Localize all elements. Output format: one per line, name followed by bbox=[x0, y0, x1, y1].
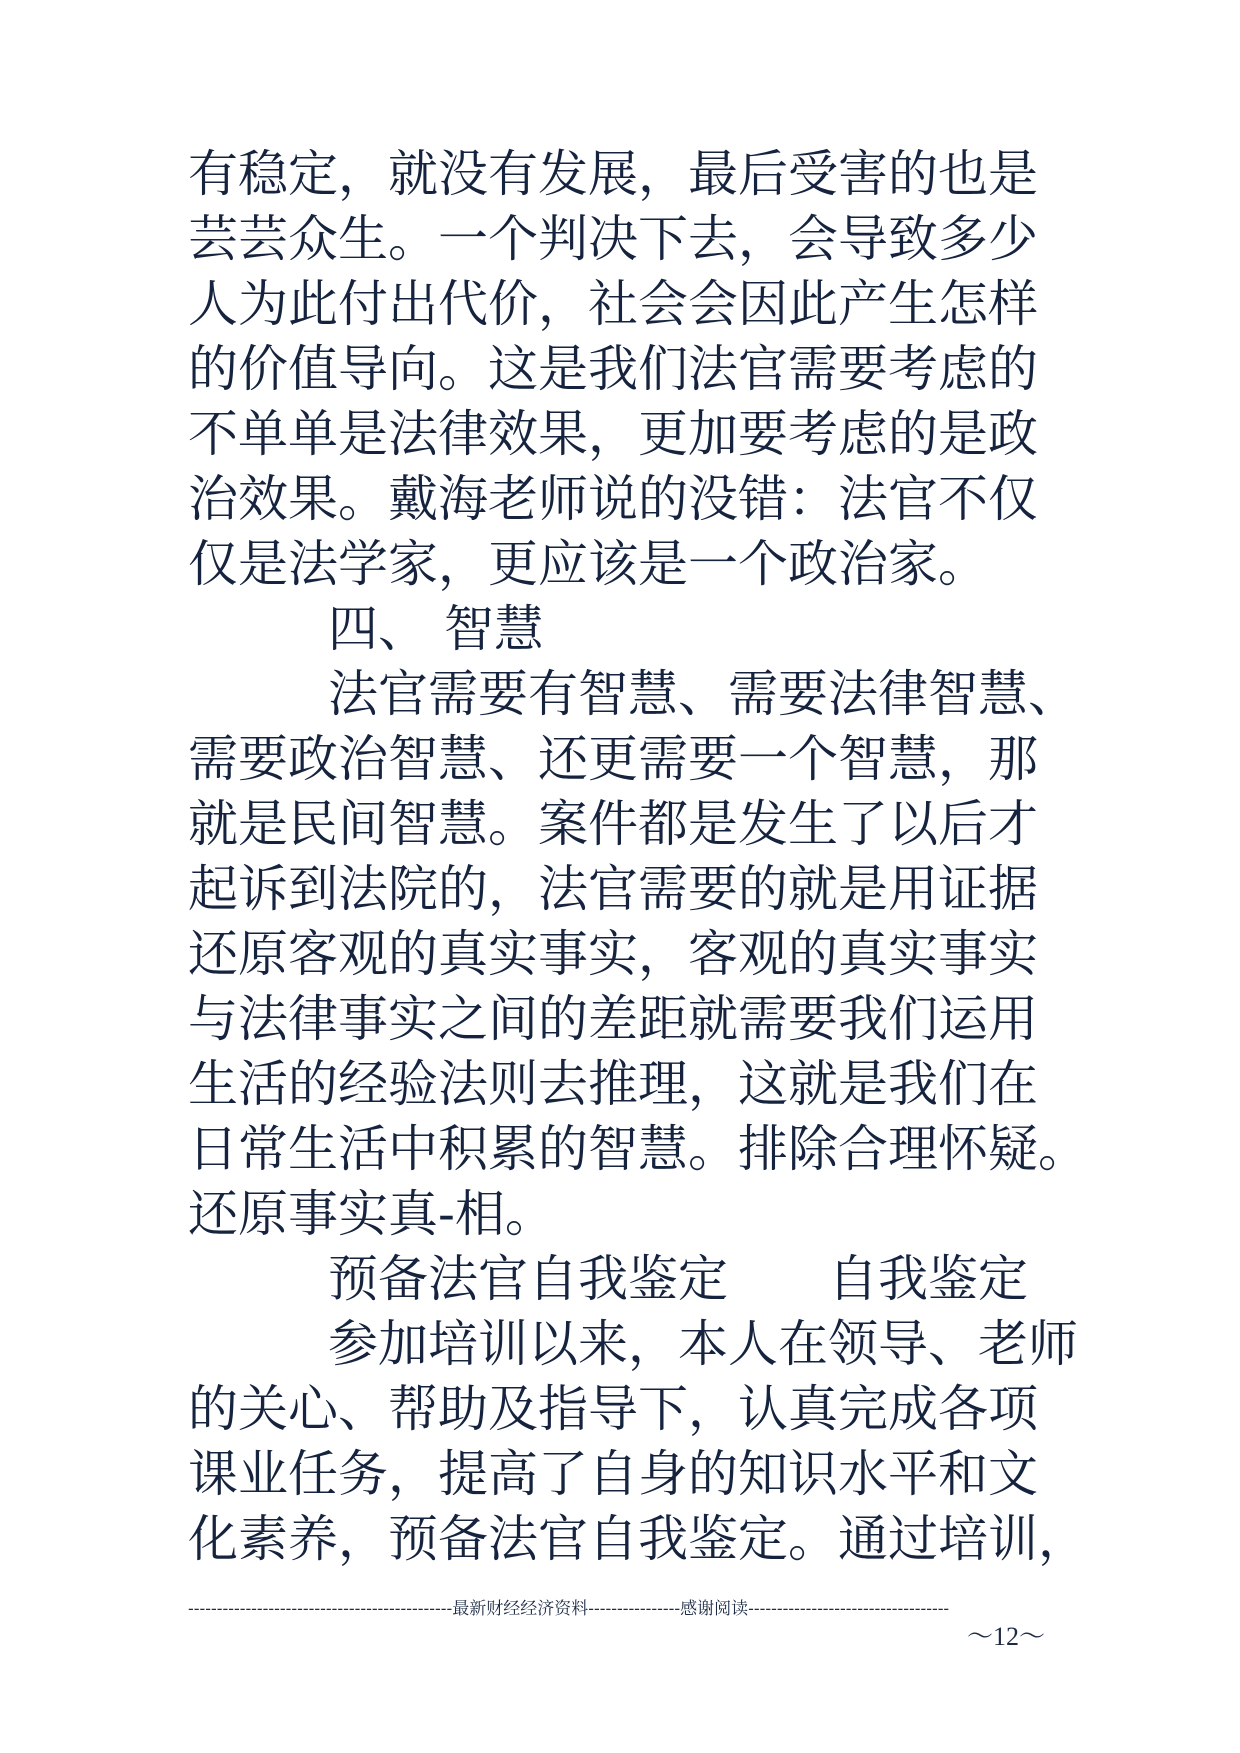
text-line: 还原事实真-相。 bbox=[188, 1185, 555, 1243]
text-line: 课业任务，提高了自身的知识水平和文 bbox=[188, 1445, 1038, 1503]
text-line: 生活的经验法则去推理，这就是我们在 bbox=[188, 1055, 1038, 1113]
page-footer: ----------------------------------------------最新财经经济资料----------------感谢阅读----------------------------------- bbox=[188, 1599, 950, 1619]
text-line: 有稳定，就没有发展，最后受害的也是 bbox=[188, 145, 1038, 203]
text-line: 起诉到法院的，法官需要的就是用证据 bbox=[188, 860, 1038, 918]
text-line: 日常生活中积累的智慧。排除合理怀疑。 bbox=[188, 1120, 1088, 1178]
text-line: 需要政治智慧、还更需要一个智慧，那 bbox=[188, 730, 1038, 788]
text-line: 就是民间智慧。案件都是发生了以后才 bbox=[188, 795, 1038, 853]
text-line: 参加培训以来，本人在领导、老师 bbox=[328, 1315, 1078, 1373]
section-title: 预备法官自我鉴定 自我鉴定 bbox=[328, 1250, 1028, 1308]
page-number: ～12～ bbox=[966, 1622, 1045, 1651]
text-line: 芸芸众生。一个判决下去，会导致多少 bbox=[188, 210, 1038, 268]
text-line: 与法律事实之间的差距就需要我们运用 bbox=[188, 990, 1038, 1048]
text-line: 人为此付出代价，社会会因此产生怎样 bbox=[188, 275, 1038, 333]
text-line: 的价值导向。这是我们法官需要考虑的 bbox=[188, 340, 1038, 398]
text-line: 仅是法学家，更应该是一个政治家。 bbox=[188, 535, 988, 593]
text-line: 还原客观的真实事实，客观的真实事实 bbox=[188, 925, 1038, 983]
text-line: 治效果。戴海老师说的没错：法官不仅 bbox=[188, 470, 1038, 528]
text-line: 化素养，预备法官自我鉴定。通过培训， bbox=[188, 1510, 1088, 1568]
body-text bbox=[188, 142, 1088, 1572]
text-line: 法官需要有智慧、需要法律智慧、 bbox=[328, 665, 1078, 723]
text-line: 的关心、帮助及指导下，认真完成各项 bbox=[188, 1380, 1038, 1438]
text-line: 不单单是法律效果，更加要考虑的是政 bbox=[188, 405, 1038, 463]
section-heading: 四、 智慧 bbox=[328, 600, 544, 658]
